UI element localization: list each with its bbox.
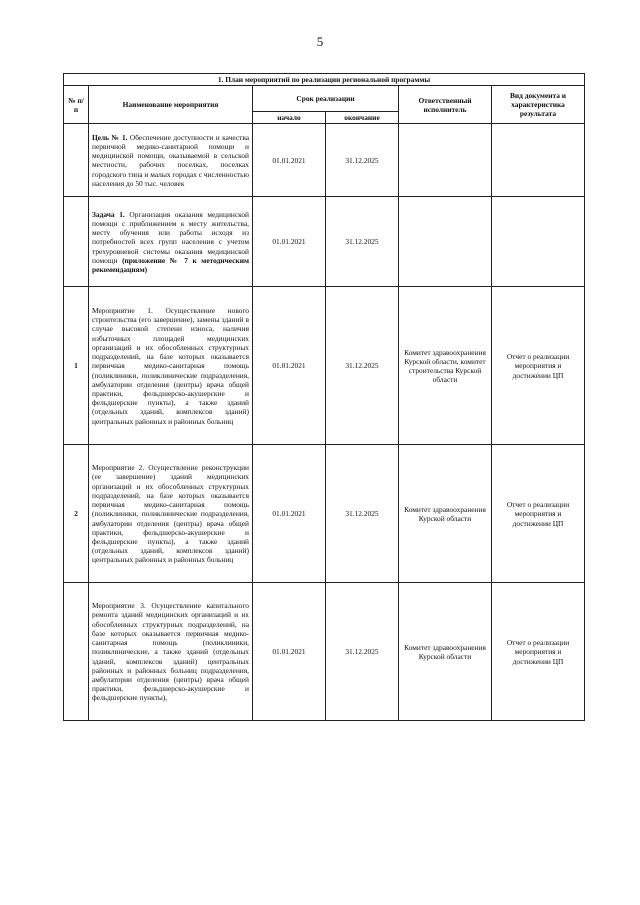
table-row [64,287,585,445]
row-executor: Комитет здравоохранения Курской области [399,583,492,721]
row-num [64,583,89,721]
row-end: 31.12.2025 [326,124,399,197]
row-end: 31.12.2025 [326,583,399,721]
row-doc [492,197,585,287]
row-name-text: Мероприятие 1. Осуществление нового строительства (его завершение), замены зданий в случае высокой степени износа, наличия избыточных площадей медицинских организаций и их обособленных структурных подразделений, на базе которых оказывается первичная медико-санитарная помощь (поликлиники, поликлинические подразделения, амбулатории отделения (центры) врача общей практики, фельдшерско-акушерские и фельдшерские пункты), а также зданий (отдельных зданий, комплексов зданий) центральных районных и районных больниц [92,306,249,426]
row-name [89,287,253,445]
row-name-bold: Цель № 1. [92,132,128,142]
row-name-text: Мероприятие 2. Осуществление реконструкции (ее завершение) зданий медицинских организаций и их обособленных структурных подразделений, на базе которых оказывается первичная медико-санитарная помощь (поликлиники, поликлинические подразделения, амбулатории отделения (центры) врача общей практики, фельдшерско-акушерские и фельдшерские пункты), а также зданий (отдельных зданий, комплексов зданий) центральных районных и районных больниц [92,463,249,565]
header-end: окончание [326,112,399,124]
header-executor: Ответственный исполнитель [399,86,492,124]
header-period: Срок реализации [253,86,399,112]
row-executor: Комитет здравоохранения Курской области, комитет строительства Курской области [399,287,492,445]
table-row [64,197,585,287]
table-row [64,445,585,583]
row-doc [492,124,585,197]
row-executor [399,124,492,197]
row-name [89,197,253,287]
row-num: 1 [64,287,89,445]
table-row [64,583,585,721]
row-executor [399,197,492,287]
row-name [89,124,253,197]
header-row [64,86,585,112]
row-name-text: Обеспечение доступности и качества первичной медико-санитарной помощи и медицинской помощи, оказываемой в сельской местности, рабочих поселках, поселках городского типа и малых городах с численностью населения до 50 тыс. человек [92,132,249,188]
row-name-bold: Задача 1. [92,209,125,219]
row-num [64,124,89,197]
row-name-text: Организация оказания медицинской помощи с приближением к месту жительства, месту обучения или работы исходя из потребностей всех групп населения с учетом трехуровневой системы оказания медицинской помощи [92,209,249,265]
plan-table [63,73,585,721]
row-executor: Комитет здравоохранения Курской области [399,445,492,583]
row-name-text: Мероприятие 3. Осуществление капитального ремонта зданий медицинских организаций и их обособленных структурных подразделений, на базе которых оказывается первичная медико-санитарная помощь (поликлиники, поликлинические, а также зданий (отдельных зданий, комплексов зданий) центральных районных и районных больниц подразделения, амбулатории отделения (центры) врача общей практики, фельдшерско-акушерские и фельдшерские пункты), [92,601,249,703]
table-row [64,124,585,197]
row-name [89,445,253,583]
row-start: 01.01.2021 [253,583,326,721]
row-start: 01.01.2021 [253,124,326,197]
header-num: № п/п [64,86,89,124]
row-doc: Отчет о реализации мероприятия и достижении ЦП [492,445,585,583]
row-end: 31.12.2025 [326,445,399,583]
row-name [89,583,253,721]
row-doc: Отчет о реализации мероприятия и достижении ЦП [492,583,585,721]
header-start: начало [253,112,326,124]
row-start: 01.01.2021 [253,445,326,583]
row-start: 01.01.2021 [253,197,326,287]
table-title-row [64,74,585,86]
row-doc: Отчет о реализации мероприятия и достижении ЦП [492,287,585,445]
header-doc: Вид документа и характеристика результата [492,86,585,124]
row-name-tail: (приложение № 7 к методическим рекомендациям) [92,255,249,274]
row-num: 2 [64,445,89,583]
row-num [64,197,89,287]
table-title: 1. План мероприятий по реализации региональной программы [64,74,585,86]
page-number: 5 [316,34,324,49]
row-end: 31.12.2025 [326,197,399,287]
row-start: 01.01.2021 [253,287,326,445]
row-end: 31.12.2025 [326,287,399,445]
header-name: Наименование мероприятия [89,86,253,124]
